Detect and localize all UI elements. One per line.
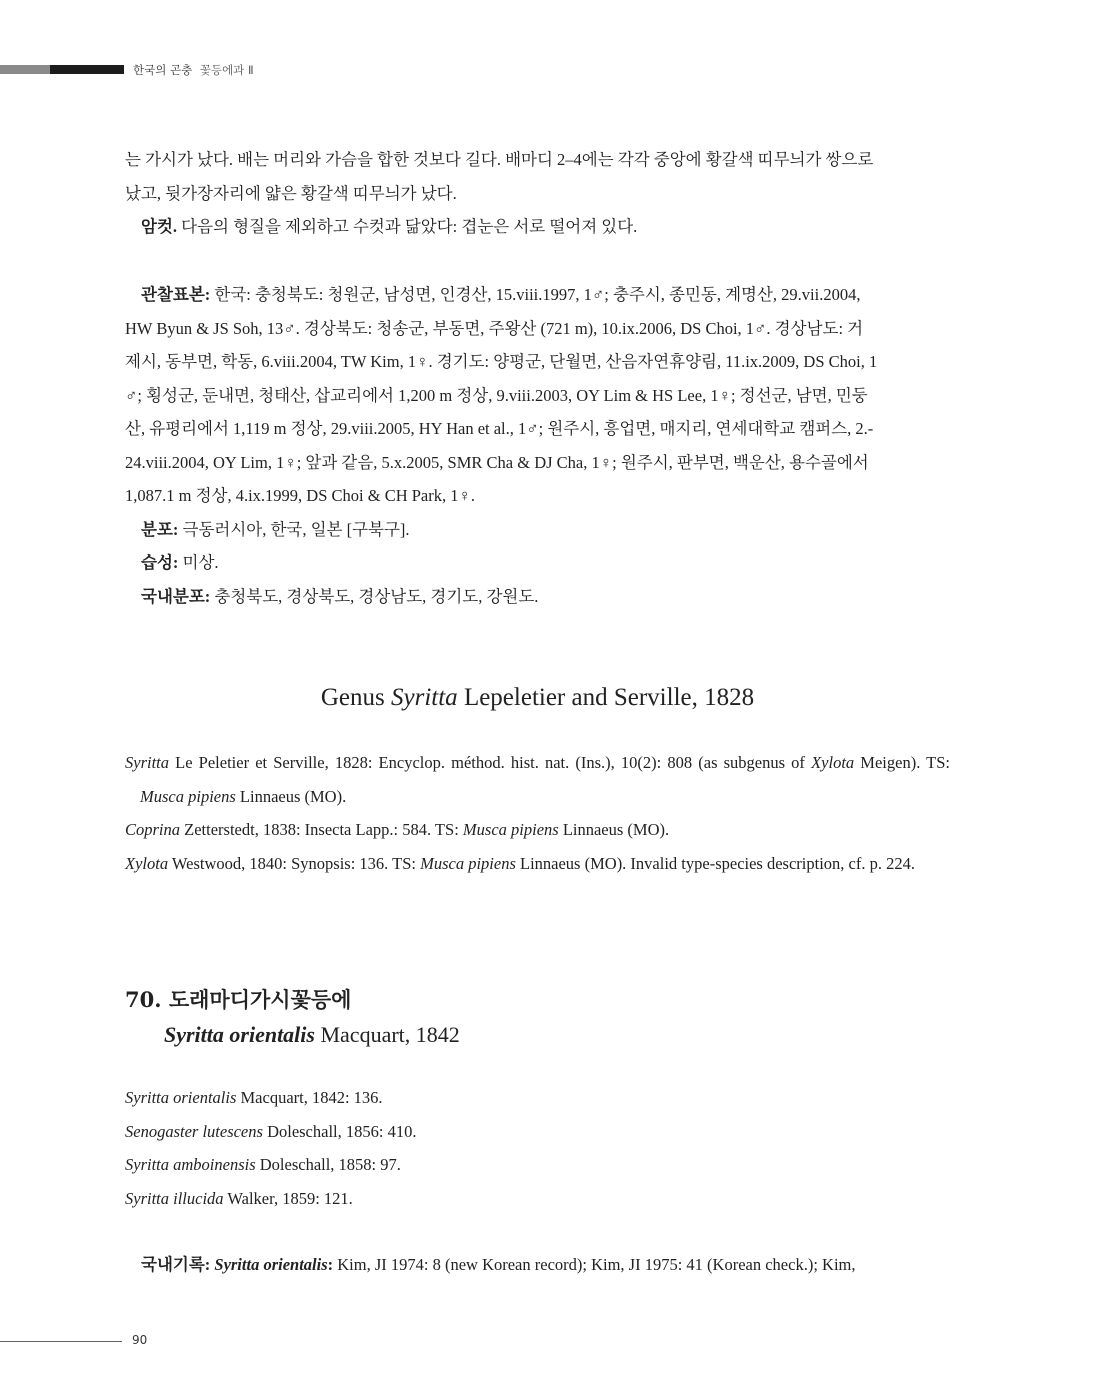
synonym-text: Linnaeus (MO). <box>558 820 670 839</box>
page-number: 90 <box>132 1333 148 1347</box>
distribution-text: 극동러시아, 한국, 일본 [구북구]. <box>182 519 410 539</box>
synonym-name: Senogaster lutescens <box>125 1121 263 1141</box>
korean-records-text: Kim, JI 1974: 8 (new Korean record); Kim, JI 1975: 41 (Korean check.); Kim, <box>333 1255 856 1274</box>
specimens-line: 산, 유평리에서 1,119 m 정상, 29.viii.2005, HY Han et al., 1♂; 원주시, 흥업면, 매지리, 연세대학교 캠퍼스, 2.- <box>125 419 874 438</box>
female-label: 암컷. <box>141 217 178 236</box>
header-bar-dark <box>50 65 124 74</box>
synonym-text: Linnaeus (MO). Invalid type-species description, cf. p. 224. <box>515 853 915 873</box>
species-scientific-name: Syritta orientalis <box>164 1022 315 1047</box>
synonym-name: Syritta orientalis <box>125 1088 237 1107</box>
habits-text: 미상. <box>182 553 219 572</box>
distribution-label: 분포: <box>141 519 179 539</box>
specimens-line: HW Byun & JS Soh, 13♂. 경상북도: 청송군, 부동면, 주왕산 (721 m), 10.ix.2006, DS Choi, 1♂. 경상남도: 거 <box>125 318 864 338</box>
specimens-label: 관찰표본: <box>141 285 211 304</box>
description-line: 는 가시가 났다. 배는 머리와 가슴을 합한 것보다 길다. 배마디 2–4에는 각각 중앙에 황갈색 띠무늬가 쌍으로 <box>125 150 874 169</box>
genus-prefix: Genus <box>320 684 392 711</box>
genus-authority: Lepeletier and Serville, 1828 <box>457 684 755 711</box>
korean-distribution-line <box>125 580 950 614</box>
genus-heading <box>125 680 950 716</box>
specimens-line: ♂; 횡성군, 둔내면, 청태산, 삽교리에서 1,200 m 정상, 9.viii.2003, OY Lim & HS Lee, 1♀; 정선군, 남면, 민둥 <box>125 385 868 405</box>
species-number: 70. <box>125 987 162 1012</box>
synonym-italic: Musca pipiens <box>420 853 516 873</box>
species-korean-name: 도래마디가시꽃등에 <box>168 987 352 1012</box>
korean-records-line <box>125 1248 950 1282</box>
synonym-text: Macquart, 1842: 136. <box>236 1088 383 1107</box>
species-synonym-entry <box>125 1081 950 1115</box>
synonym-name: Syritta amboinensis <box>125 1155 256 1174</box>
running-header-title: 한국의 곤충 <box>133 63 193 77</box>
header-bar-light <box>0 65 50 74</box>
specimens-line <box>125 278 950 312</box>
synonym-name: Coprina <box>125 820 181 839</box>
synonym-italic: Musca pipiens <box>140 786 236 806</box>
synonym-italic: Xylota <box>811 753 855 772</box>
specimens-block <box>125 278 950 613</box>
species-synonym-list <box>125 1081 950 1215</box>
specimens-text: 한국: 충청북도: 청원군, 남성면, 인경산, 15.viii.1997, 1♂; 충주시, 종민동, 계명산, 29.vii.2004, <box>214 285 861 304</box>
synonym-text: Doleschall, 1858: 97. <box>255 1155 401 1174</box>
synonym-text: Linnaeus (MO). <box>235 786 347 806</box>
specimens-line: 24.viii.2004, OY Lim, 1♀; 앞과 같음, 5.x.2005, SMR Cha & DJ Cha, 1♀; 원주시, 판부면, 백운산, 용수골에서 <box>125 452 869 472</box>
korean-records-colon: : <box>327 1255 334 1274</box>
synonym-text: Doleschall, 1856: 410. <box>262 1121 417 1141</box>
synonym-text: Walker, 1859: 121. <box>223 1188 353 1208</box>
synonym-name: Syritta <box>125 753 169 772</box>
species-authority: Macquart, 1842 <box>314 1022 460 1047</box>
genus-synonym-entry <box>125 847 950 881</box>
species-synonym-entry <box>125 1182 950 1216</box>
running-header <box>133 62 254 78</box>
specimens-line: 1,087.1 m 정상, 4.ix.1999, DS Choi & CH Park, 1♀. <box>125 486 475 505</box>
female-description <box>125 210 950 244</box>
korean-records-species: Syritta orientalis <box>214 1255 328 1274</box>
species-synonym-entry <box>125 1148 950 1182</box>
korean-distribution-label: 국내분포: <box>141 586 211 606</box>
korean-records-label: 국내기록: <box>141 1255 211 1274</box>
korean-records-block <box>125 1248 950 1282</box>
synonym-text: Westwood, 1840: Synopsis: 136. TS: <box>168 853 421 873</box>
synonym-text: Meigen). TS: <box>854 753 950 772</box>
synonym-name: Xylota <box>125 853 169 873</box>
genus-synonym-list <box>125 746 950 880</box>
genus-synonym-entry <box>125 813 950 847</box>
species-scientific-heading <box>164 1018 460 1052</box>
footer-rule <box>0 1341 122 1342</box>
korean-distribution-text: 충청북도, 경상북도, 경상남도, 경기도, 강원도. <box>214 586 539 606</box>
habits-label: 습성: <box>141 553 179 572</box>
description-line: 났고, 뒷가장자리에 얇은 황갈색 띠무늬가 났다. <box>125 183 457 203</box>
female-text: 다음의 형질을 제외하고 수컷과 닮았다: 겹눈은 서로 떨어져 있다. <box>181 217 638 236</box>
synonym-italic: Musca pipiens <box>462 820 559 839</box>
habits-line <box>125 546 950 580</box>
description-block <box>125 143 950 244</box>
specimens-line: 제시, 동부면, 학동, 6.viii.2004, TW Kim, 1♀. 경기도: 양평군, 단월면, 산음자연휴양림, 11.ix.2009, DS Choi, 1 <box>125 352 878 371</box>
genus-synonym-entry <box>125 746 950 813</box>
running-header-subtitle: 꽃등에과 Ⅱ <box>199 63 254 77</box>
genus-name: Syritta <box>391 684 458 711</box>
synonym-text: Zetterstedt, 1838: Insecta Lapp.: 584. TS: <box>180 820 463 839</box>
distribution-line <box>125 513 950 547</box>
species-synonym-entry <box>125 1115 950 1149</box>
species-heading <box>125 984 351 1016</box>
synonym-name: Syritta illucida <box>125 1188 224 1208</box>
synonym-text: Le Peletier et Serville, 1828: Encyclop. méthod. hist. nat. (Ins.), 10(2): 808 (as subgenus of <box>169 753 812 772</box>
